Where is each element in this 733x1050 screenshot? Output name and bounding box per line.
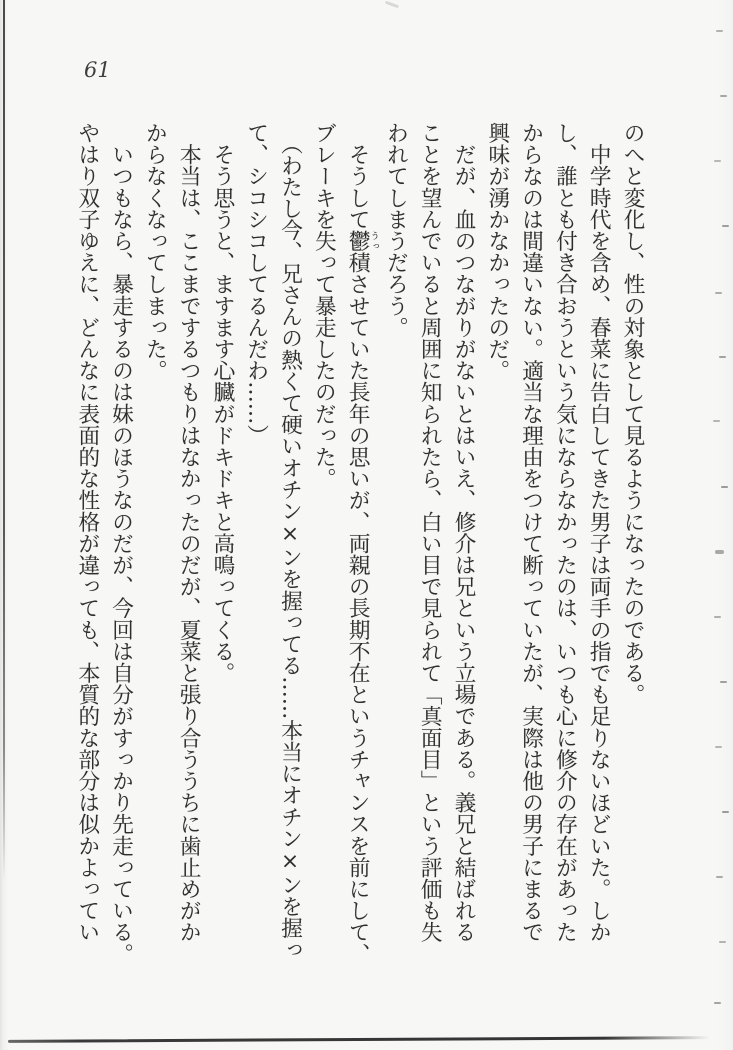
text-column: そう思うと、ますます心臓がドキドキと高鳴ってくる。 bbox=[209, 122, 235, 684]
scan-bottom-edge-line bbox=[8, 1036, 710, 1043]
scan-left-edge-line bbox=[3, 0, 5, 880]
text-column: 興味が湧かなかったのだ。 bbox=[484, 122, 510, 382]
text-column: からなのは間違いない。適当な理由をつけて断っていたが、実際は他の男子にまるで bbox=[518, 122, 544, 943]
scan-top-smudge bbox=[385, 1, 399, 9]
text-column: ブレーキを失って暴走したのだった。 bbox=[311, 122, 337, 490]
text-column: 本当は、ここまでするつもりはなかったのだが、夏菜と張り合ううちに歯止めがか bbox=[176, 122, 202, 943]
text-column: し、誰とも付き合おうという気にならなかったのは、いつも心に修介の存在があった bbox=[552, 122, 578, 943]
text-column: からなくなってしまった。 bbox=[142, 122, 168, 382]
body-text-block bbox=[73, 122, 649, 984]
text-column: て、シコシコしてるんだわ……） bbox=[243, 122, 269, 446]
text-column: ことを望んでいると周囲に知られたら、白い目で見られて「真面目」という評価も失 bbox=[417, 122, 443, 943]
page-number: 61 bbox=[84, 58, 111, 82]
text-column: いつもなら、暴走するのは妹のほうなのだが、今回は自分がすっかり先走っている。 bbox=[108, 122, 134, 965]
text-column: （わたし今、兄さんの熱くて硬いオチン×ンを握ってる……本当にオチン×ンを握っ bbox=[277, 122, 303, 961]
text-column: そうして鬱うっ積させていた長年の思いが、両親の長期不在というチャンスを前にして、 bbox=[345, 122, 379, 965]
text-column: われてしまうだろう。 bbox=[383, 122, 409, 338]
furigana-ruby: 鬱うっ bbox=[345, 230, 379, 252]
text-column: だが、血のつながりがないとはいえ、修介は兄という立場である。義兄と結ばれる bbox=[451, 122, 477, 943]
text-column: 中学時代を含め、春菜に告白してきた男子は両手の指でも足りないほどいた。しか bbox=[586, 122, 612, 943]
scan-right-edge-specks bbox=[0, 0, 7, 2]
text-column: のへと変化し、性の対象として見るようになったのである。 bbox=[620, 122, 645, 706]
text-column: やはり双子ゆえに、どんなに表面的な性格が違っても、本質的な部分は似かよってい bbox=[74, 122, 100, 943]
